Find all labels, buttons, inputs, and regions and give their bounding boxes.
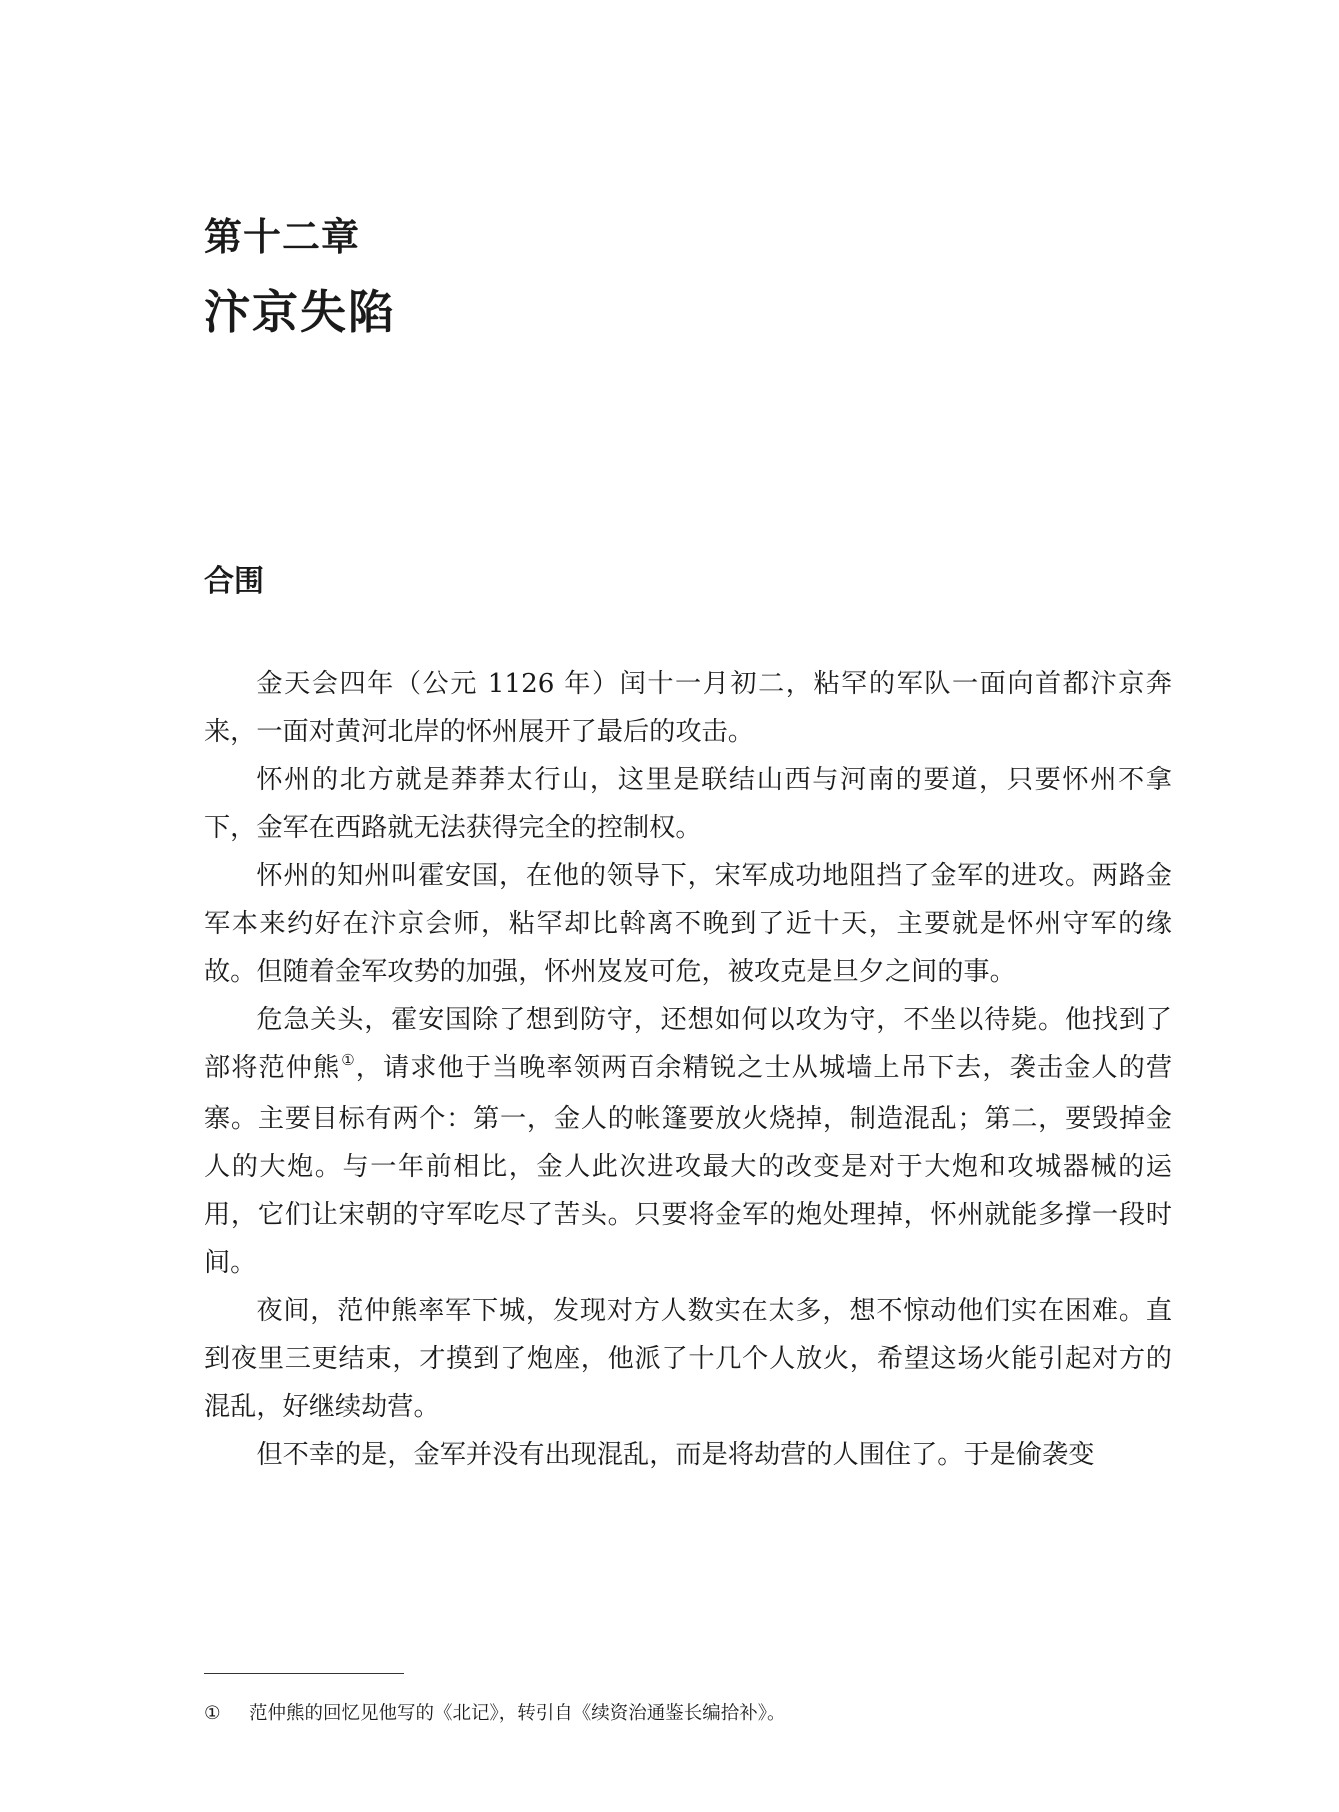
paragraph: 怀州的北方就是莽莽太行山，这里是联结山西与河南的要道，只要怀州不拿下，金军在西路就无法获得完全的控制权。 bbox=[204, 765, 1172, 843]
footnote bbox=[204, 1701, 786, 1727]
paragraph-text-after-footnote: ，请求他于当晚率领两百余精锐之士从城墙上吊下去，袭击金人的营寨。主要目标有两个：第一，金人的帐篷要放火烧掉，制造混乱；第二，要毁掉金人的大炮。与一年前相比，金人此次进攻最大的改变是对于大炮和攻城器械的运用，它们让宋朝的守军吃尽了苦头。只要将金军的炮处理掉，怀州就能多撑一段时间。 bbox=[204, 1053, 1173, 1278]
paragraph bbox=[204, 996, 1172, 1287]
paragraph: 怀州的知州叫霍安国，在他的领导下，宋军成功地阻挡了金军的进攻。两路金军本来约好在汴京会师，粘罕却比斡离不晚到了近十天，主要就是怀州守军的缘故。但随着金军攻势的加强，怀州岌岌可危，被攻克是旦夕之间的事。 bbox=[204, 861, 1172, 987]
footnote-reference[interactable]: ① bbox=[341, 1051, 356, 1069]
paragraph: 但不幸的是，金军并没有出现混乱，而是将劫营的人围住了。于是偷袭变 bbox=[256, 1440, 1095, 1470]
footnote-text: 范仲熊的回忆见他写的《北记》，转引自《续资治通鉴长编拾补》。 bbox=[249, 1703, 786, 1724]
paragraph: 金天会四年（公元 1126 年）闰十一月初二，粘罕的军队一面向首都汴京奔来，一面对黄河北岸的怀州展开了最后的攻击。 bbox=[204, 669, 1172, 747]
footnote-mark: ① bbox=[204, 1703, 221, 1724]
section-heading: 合围 bbox=[204, 564, 264, 599]
body-text bbox=[204, 660, 1172, 1479]
footnote-divider bbox=[204, 1673, 404, 1674]
chapter-number: 第十二章 bbox=[204, 214, 361, 259]
chapter-title: 汴京失陷 bbox=[204, 285, 396, 339]
paragraph: 夜间，范仲熊率军下城，发现对方人数实在太多，想不惊动他们实在困难。直到夜里三更结束，才摸到了炮座，他派了十几个人放火，希望这场火能引起对方的混乱，好继续劫营。 bbox=[204, 1296, 1172, 1422]
paragraph-text-before-footnote: 危急关头，霍安国除了想到防守，还想如何以攻为守，不坐以待毙。他找到了部将范仲熊 bbox=[204, 1005, 1172, 1083]
